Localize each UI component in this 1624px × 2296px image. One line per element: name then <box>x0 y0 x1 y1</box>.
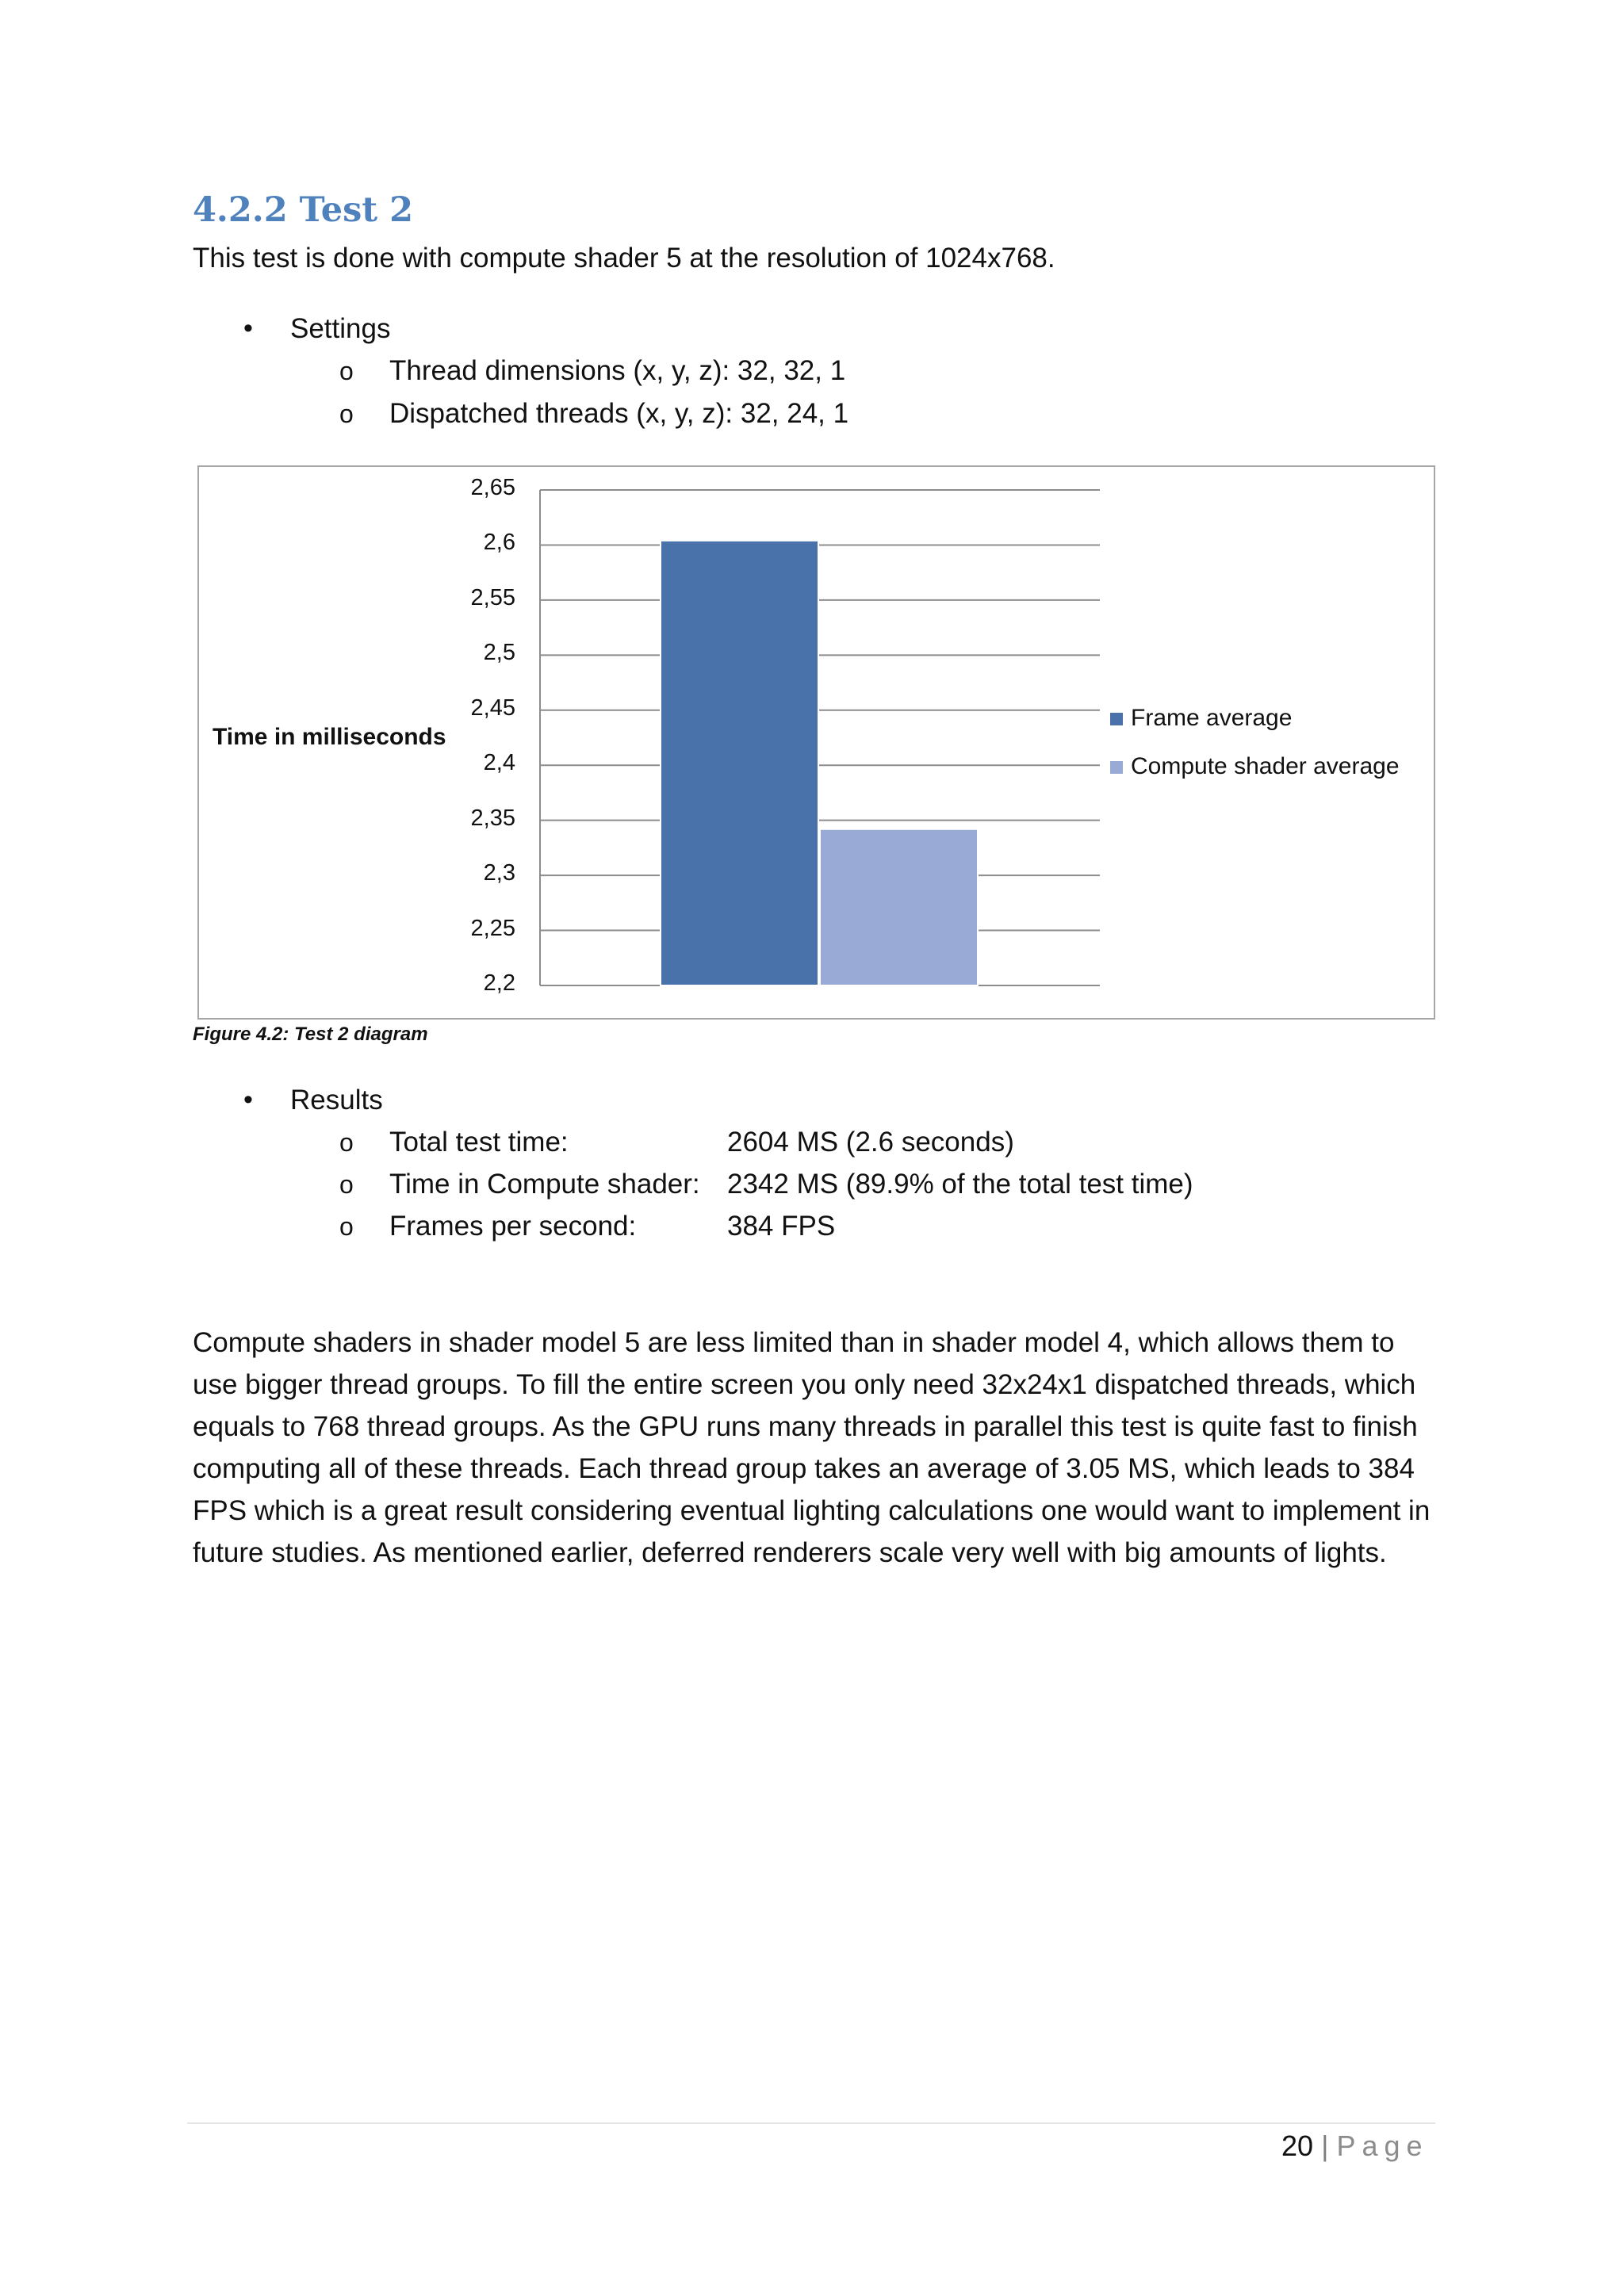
sub-bullet-icon: o <box>339 400 354 428</box>
results-label: Results <box>290 1085 383 1115</box>
y-tick-label: 2,6 <box>483 530 515 556</box>
legend-swatch <box>1110 713 1123 725</box>
y-axis-label: Time in milliseconds <box>213 724 446 750</box>
y-tick-label: 2,5 <box>483 640 515 666</box>
legend-item-frame-average <box>1110 705 1292 732</box>
result-label: Total test time: <box>389 1127 569 1158</box>
bullet-icon: • <box>243 1085 253 1115</box>
settings-label: Settings <box>290 313 391 344</box>
intro-text: This test is done with compute shader 5 at the resolution of 1024x768. <box>193 243 1055 274</box>
bar-chart <box>0 0 1624 1031</box>
legend-label: Compute shader average <box>1131 753 1400 779</box>
y-tick-label: 2,35 <box>470 805 515 831</box>
body-line: future studies. As mentioned earlier, deferred renderers scale very well with big amounts of lights. <box>193 1537 1387 1568</box>
section-heading: 4.2.2 Test 2 <box>193 190 414 230</box>
y-tick-label: 2,4 <box>483 750 515 776</box>
sub-bullet-icon: o <box>339 1170 354 1199</box>
body-line: Compute shaders in shader model 5 are less limited than in shader model 4, which allows them to <box>193 1327 1395 1358</box>
legend-item-compute-shader-average <box>1110 753 1400 780</box>
y-tick-label: 2,55 <box>470 584 515 610</box>
bar-frame-average <box>661 541 818 985</box>
body-line: computing all of these threads. Each thread group takes an average of 3.05 MS, which leads to 384 <box>193 1453 1415 1484</box>
sub-bullet-icon: o <box>339 1128 354 1157</box>
footer-separator: | <box>1321 2130 1329 2162</box>
y-tick-label: 2,3 <box>483 860 515 886</box>
body-line: use bigger thread groups. To fill the entire screen you only need 32x24x1 dispatched threads, which <box>193 1369 1416 1400</box>
result-value: 384 FPS <box>727 1211 836 1242</box>
body-line: FPS which is a great result considering eventual lighting calculations one would want to implement in <box>193 1495 1431 1526</box>
bullet-icon: • <box>243 313 253 343</box>
result-label: Frames per second: <box>389 1211 637 1242</box>
page-footer <box>1281 2130 1429 2163</box>
page-word: Page <box>1336 2130 1429 2162</box>
y-tick-label: 2,2 <box>483 970 515 996</box>
result-label: Time in Compute shader: <box>389 1169 700 1200</box>
settings-item: Dispatched threads (x, y, z): 32, 24, 1 <box>389 398 849 429</box>
figure-caption: Figure 4.2: Test 2 diagram <box>193 1024 428 1045</box>
body-paragraph <box>193 1322 1446 1574</box>
settings-item: Thread dimensions (x, y, z): 32, 32, 1 <box>389 355 846 386</box>
bar-compute-shader-average <box>820 829 978 985</box>
body-line: equals to 768 thread groups. As the GPU runs many threads in parallel this test is quite fast to finish <box>193 1411 1418 1442</box>
result-value: 2604 MS (2.6 seconds) <box>727 1127 1014 1158</box>
y-tick-label: 2,25 <box>470 915 515 941</box>
legend-label: Frame average <box>1131 705 1293 731</box>
sub-bullet-icon: o <box>339 1212 354 1241</box>
result-value: 2342 MS (89.9% of the total test time) <box>727 1169 1193 1200</box>
sub-bullet-icon: o <box>339 357 354 385</box>
y-tick-label: 2,45 <box>470 695 515 721</box>
y-tick-label: 2,65 <box>470 475 515 500</box>
page-number: 20 <box>1281 2130 1314 2162</box>
legend-swatch <box>1110 761 1123 774</box>
footer-divider <box>187 2122 1435 2124</box>
